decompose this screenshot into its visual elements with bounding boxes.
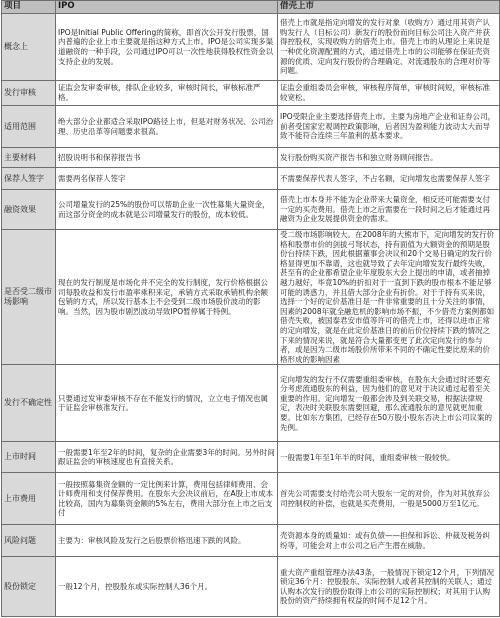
table-row (2, 365, 500, 442)
header-ipo-cell: IPO (56, 1, 278, 14)
ipo-cell: 一般12个月，控股股东或实际控制人36个月。 (56, 557, 278, 617)
row-label: 风险问题 (2, 525, 56, 557)
ipo-cell: 需要两名保荐人签字 (56, 168, 278, 190)
row-label: 主要材料 (2, 148, 56, 168)
row-label: 融资效果 (2, 190, 56, 230)
ipo-cell: 招股说明书和保荐报告书 (56, 148, 278, 168)
table-row (2, 148, 500, 168)
table-row (2, 473, 500, 525)
backdoor-cell: 借壳上市本身并不能为企业带来大量资金，相反还可能需要支付一定的买壳费用。借壳上市之后需要在一段时间之后才能通过再融资为企业发展提供资金的需求。 (278, 190, 500, 230)
backdoor-cell: 重大资产重组管理办法43条，一般情况下锁定12个月，下列情况锁定36个月：控股股东、实际控制人或者其控制的关联人；通过认购本次发行的股份取得上市公司的实际控制权；对其用于认购股份的资产持续拥有权益的时间不足12个月。 (278, 557, 500, 617)
header-backdoor-cell: 借壳上市 (278, 1, 500, 14)
ipo-cell: 一般需要1年至2年的时间，复杂的企业需要3年的时间。另外时间跟证监会的审核速度也有直接关系。 (56, 442, 278, 473)
header-row (2, 1, 500, 14)
row-label: 上市时间 (2, 442, 56, 473)
ipo-cell: 一般按照募集资金额的一定比例来计算，费用包括律师费用、会计师费用和支付保荐费用。在股东大会决议前后，在A股上市成本比较高，国内为募集资金额的5%左右，费用大部分在上市之后支付 (56, 473, 278, 525)
row-label: 股份锁定 (2, 557, 56, 617)
header-item-cell: 项目 (2, 1, 56, 14)
ipo-cell: 只要通过发审委审核不存在不能发行的情况，立立电子情况也属于证监会审核准发行。 (56, 365, 278, 442)
row-label: 发行不确定性 (2, 365, 56, 442)
row-label: 保荐人签字 (2, 168, 56, 190)
ipo-cell: IPO是Initial Public Offering的简称，即首次公开发行股票，国内普遍的企业上市主要就是指这种方式上市。IPO是公司实现多渠道融资的一种手段，公司通过IPO可以一次性地获得股权性资金以支持企业的发展。 (56, 14, 278, 81)
backdoor-cell: 受二级市场影响较大。在2008年的大熊市下，定向增发的发行价格和股票市价的剑拔弓弩状态，持有面值为大额资金的预期是股份台持续下跌，因此根据董事会决议和20个交易日确定的发行价格显得更加不靠谱，这也就导致了去年定向增发发行最终失败，甚至有的企业都希望企业年度股东大会上提出的申请，或者抽掉越力越好，毕竟10%的折扣对于一直到下跌的股市根本不能足够可能的诱惑力，并且借大部分企业有折价。对于于持有买来说，选择一个好的定价基准日是一件非常重要的且十分关注的事情，因素的2008年就全融危机的影响市场不振，不少借壳方案例都如借壳失败，被国泰君安市值等许可的借壳上市，还得以进市正常的定向增发，就是在此定价基准日的前后价位持续下跌的情况之下来的情况来说，就是符合大量都变更了此次定向发行的参与者，或是因为二级市场股价所带来不同的不确定性要比原来的价格形成的影响因素 (278, 230, 500, 365)
backdoor-cell: 不需要保荐代表人签字，不占名额，定向增发也需要保荐人签字 (278, 168, 500, 190)
backdoor-cell: 一般需要1年至1年半的时间，重组委审核一般较快。 (278, 442, 500, 473)
table-row (2, 106, 500, 148)
ipo-cell: 公司增量发行的25%的股份可以帮助企业一次性募集大量资金，而这部分资金的成本就是公司增量发行的股份，成本较低。 (56, 190, 278, 230)
row-label: 是否受二级市场影响 (2, 230, 56, 365)
ipo-cell: 主要为：审核风险及发行之后股票价格迅速下跌的风险。 (56, 525, 278, 557)
table-row (2, 14, 500, 81)
table-row (2, 442, 500, 473)
table-row (2, 81, 500, 106)
row-label: 适用范围 (2, 106, 56, 148)
table-row (2, 230, 500, 365)
backdoor-cell: 发行股份购买资产报告书和独立财务顾问报告。 (278, 148, 500, 168)
ipo-cell: 绝大部分企业都适合采取IPO路径上市，但是对财务状况、公司治理、历史沿革等问题要求很高。 (56, 106, 278, 148)
table-row (2, 525, 500, 557)
row-label: 概念上 (2, 14, 56, 81)
ipo-cell: 证监会发审委审核，排队企业较多，审核时间长，审核标准严格。 (56, 81, 278, 106)
backdoor-cell: 壳资源本身的质量如：或有负债——担保和诉讼、仲裁及税务纠纷等，可能会对上市公司之后产生潜在威胁。 (278, 525, 500, 557)
backdoor-cell: 借壳上市就是指定向增发的发行对象（收购方）通过用其资产认购发行人（目标公司）新发行的股份而向目标公司注入资产并获得控股权，实现收购方的借壳上市。借壳上市的从理论上来说是一种优化资源配置的方式，通过借壳上市的公司能够在保证壳资源的优质、定向发行股份的合理确定、对流通股东的合理对价等问题。 (278, 14, 500, 81)
table-row (2, 190, 500, 230)
ipo-cell: 现在的发行制度是市场化并不完全的发行制度，发行价格根据公司每股收益和发行市盈率乘积来定，承销方式采取承销机构余额包销的方式，所以发行基本上不会受到二级市场股价波动的影响。当然，因为股市剧烈波动导致IPO暂停属于特例。 (56, 230, 278, 365)
backdoor-cell: IPO受限企业主要选择借壳上市。主要为房地产企业和证券公司，前者受国家宏观调控政策影响，后者因为盈利能力波动太大而导致不能符合连续三年盈利的基本要求。 (278, 106, 500, 148)
backdoor-cell: 首先公司需要支付给壳公司大股东一定的对价，作为对其放弃公司控制权的补偿，也就是买壳费用，一般是5000万至1亿元。 (278, 473, 500, 525)
table-row (2, 557, 500, 617)
row-label: 发行审核 (2, 81, 56, 106)
table-row (2, 168, 500, 190)
ipo-vs-backdoor-listing-table (1, 0, 500, 617)
backdoor-cell: 证监会重组委员会审核，审核程序简单，审核时间短，审核标准较宽松。 (278, 81, 500, 106)
row-label: 上市费用 (2, 473, 56, 525)
backdoor-cell: 定向增发的发行不仅需要重组委审核，在股东大会通过时还要充分考虑流通股东的利益，因为他们的意见对于决议通过起着至关重要的作用。定向增发一般都会涉及到关联交易，根据法律规定，表决时关联股东需要回避，那么流通股东的意见就更加重要。比如东方集团，已经存在50万股小股东否决上市公司议案的先例。 (278, 365, 500, 442)
